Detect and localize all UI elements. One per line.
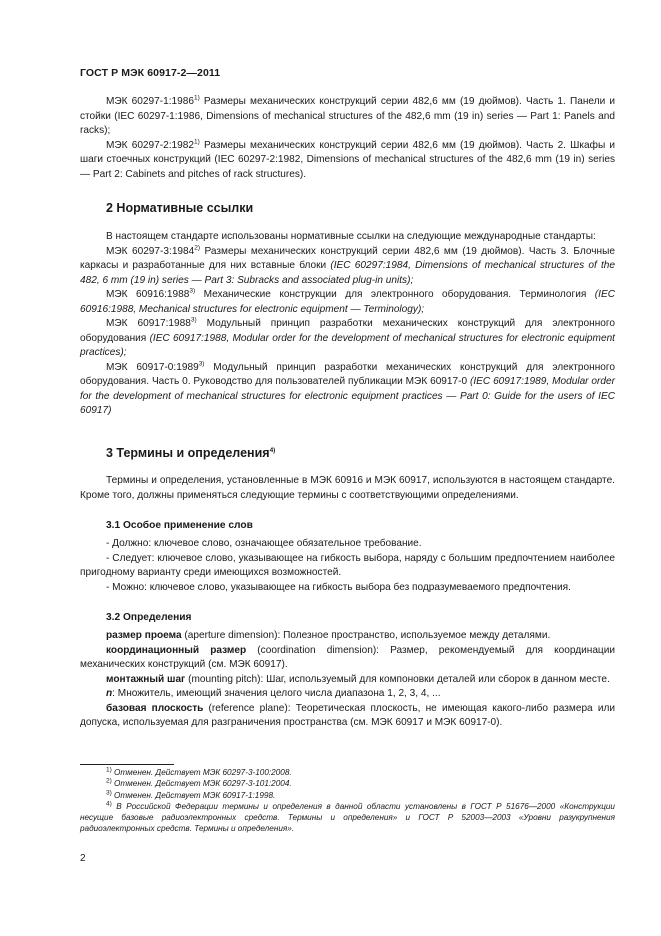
definitions-list xyxy=(80,629,615,731)
ref-code: МЭК 60297-1:1986 xyxy=(106,96,194,107)
subsection-3-1-title: 3.1 Особое применение слов xyxy=(106,520,253,531)
footnote-number: 4) xyxy=(106,800,112,808)
term: размер проема xyxy=(106,630,182,641)
footnote-number: 3) xyxy=(106,788,112,796)
footnote-4 xyxy=(80,801,615,835)
footnote-text: Отменен. Действует МЭК 60297-3-100:2008. xyxy=(111,768,292,777)
word-usage-should: - Следует: ключевое слово, указывающее на гибкость выбора, наряду с большим предпочтением наиболее пригодному варианту среди имеющихся возможностей. xyxy=(80,552,615,578)
ref-text: Размеры механических конструкций серии 482,6 мм (19 дюймов). Часть 2. Шкафы и шаги стоечных конструкций (IEC 60297-2:1982, Dimensions of mechanical structures of the 482,6 mm (19 in) series — Part 2: Cabinets and pitches of rack structures). xyxy=(80,139,616,180)
ref-english: (IEC 60917:1988, Modular order for the development of mechanical structures for electronic equipment practices); xyxy=(80,332,615,358)
footnote-ref: 2) xyxy=(194,244,201,252)
footnote-1 xyxy=(80,767,615,778)
definition-text: (aperture dimension): Полезное пространство, используемое между деталями. xyxy=(181,630,551,641)
section-3-title xyxy=(106,446,615,460)
footnote-text: Отменен. Действует МЭК 60917-1:1998. xyxy=(111,790,276,800)
ref-text: Модульный принцип разработки механических конструкций для электронного оборудования xyxy=(80,318,615,344)
footnote-divider xyxy=(80,764,174,765)
ref-code: МЭК 60917:1988 xyxy=(106,318,191,329)
section-2-body xyxy=(80,230,615,419)
section-2-lead: В настоящем стандарте использованы нормативные ссылки на следующие международные стандарты: xyxy=(106,231,596,242)
definition-coordination xyxy=(80,644,615,673)
footnote-number: 2) xyxy=(106,777,112,785)
ref-code: МЭК 60297-2:1982 xyxy=(106,139,195,151)
term: координационный размер xyxy=(106,644,247,656)
normative-ref-3 xyxy=(80,317,615,361)
term: базовая плоскость xyxy=(106,702,204,714)
footnote-2 xyxy=(80,778,615,789)
ref-code: МЭК 60297-3:1984 xyxy=(106,245,195,257)
ref-code: МЭК 60917-0:1989 xyxy=(106,361,199,373)
ref-text: Размеры механических конструкций серии 482,6 мм (19 дюймов). Часть 1. Панели и стойки (IEC 60297-1:1986, Dimensions of mechanical structures of the 482,6 mm (19 in) series — Part 1: Panels and racks); xyxy=(80,96,615,136)
definition-n xyxy=(80,687,615,702)
footnote-3 xyxy=(80,790,615,801)
footnote-ref: 3) xyxy=(190,316,197,324)
subsection-3-2-title: 3.2 Определения xyxy=(106,612,192,623)
normative-ref-1 xyxy=(80,245,615,289)
definition-text: (reference plane): Теоретическая плоскость, не имеющая какого-либо размера или допуска, используемая для разграничения пространства (см. МЭК 60917 и МЭК 60917-0). xyxy=(80,702,615,728)
footnote-ref: 1) xyxy=(194,138,200,146)
ref-english: (IEC 60916:1988, Mechanical structures for electronic equipment — Terminology); xyxy=(80,289,615,315)
ref-english: (IEC 60297:1984, Dimensions of mechanical structures of the 482, 6 mm (19 in) series — Part 3: Subracks and associated plug-in units); xyxy=(80,260,615,286)
definition-reference-plane xyxy=(80,702,615,731)
footnote-text: Отменен. Действует МЭК 60297-3-101:2004. xyxy=(111,779,292,789)
ref-text: Размеры механических конструкций серии 482,6 мм (19 дюймов). Часть 3. Блочные каркасы и разработанные для них вставные блоки xyxy=(80,245,615,271)
normative-ref-2 xyxy=(80,288,615,317)
document-header: ГОСТ Р МЭК 60917-2—2011 xyxy=(80,67,221,79)
section-3-body xyxy=(80,474,615,503)
definition-text: (coordination dimension): Размер, рекомендуемый для координации механических конструкций (см. МЭК 60917). xyxy=(80,644,615,670)
intro-paragraph-1 xyxy=(80,95,615,139)
footnote-number: 1) xyxy=(106,766,112,774)
footnote-ref: 3) xyxy=(189,287,196,295)
section-2-title: 2 Нормативные ссылки xyxy=(106,201,254,215)
ref-text: Модульный принцип разработки механических конструкций для электронного оборудования. Часть 0. Руководство для пользователей публикации МЭК 60917-0 xyxy=(80,361,615,387)
section-3-lead: Термины и определения, установленные в МЭК 60916 и МЭК 60917, используются в настоящем стандарте. Кроме того, должны применяться следующие термины с соответствующими определениями. xyxy=(80,475,615,501)
intro-paragraph-2 xyxy=(80,139,615,183)
word-usage-must: - Должно: ключевое слово, означающее обязательное требование. xyxy=(106,538,422,549)
footnotes xyxy=(80,767,615,835)
page-number: 2 xyxy=(80,853,86,864)
footnote-ref: 1) xyxy=(194,94,200,102)
term: монтажный шаг xyxy=(106,673,186,685)
footnote-ref: 4) xyxy=(269,446,276,454)
normative-ref-4 xyxy=(80,361,615,419)
word-usage-list xyxy=(80,537,615,595)
section-3-title-text: 3 Термины и определения xyxy=(106,446,270,460)
definition-aperture xyxy=(80,629,615,644)
footnote-text: В Российской Федерации термины и определения в данной области установлены в ГОСТ Р 51676—2000 «Конструкции несущие базовые радиоэлектронных средств. Термины и определения» и ГОСТ Р 52003—2003 «Уровни разукрупнения радиоэлектронных средств. Термины и определения». xyxy=(80,801,615,834)
word-usage-may: - Можно: ключевое слово, указывающее на гибкость выбора без подразумеваемого предпочтения. xyxy=(106,581,571,593)
definition-mounting-pitch xyxy=(80,673,615,688)
ref-text: Механические конструкции для электронного оборудования. Терминология xyxy=(195,289,595,300)
ref-english: (IEC 60917:1989, Modular order for the development of mechanical structures for electronic equipment practices — Part 0: Guide for the users of IEC 60917) xyxy=(80,376,615,416)
definition-text: (mounting pitch): Шаг, используемый для компоновки деталей или сборок в данном месте. xyxy=(185,673,610,685)
definition-text: : Множитель, имеющий значения целого числа диапазона 1, 2, 3, 4, ... xyxy=(112,688,441,699)
ref-code: МЭК 60916:1988 xyxy=(106,289,190,300)
term: n xyxy=(106,688,113,699)
intro-block xyxy=(80,95,615,182)
footnote-ref: 3) xyxy=(198,360,205,368)
